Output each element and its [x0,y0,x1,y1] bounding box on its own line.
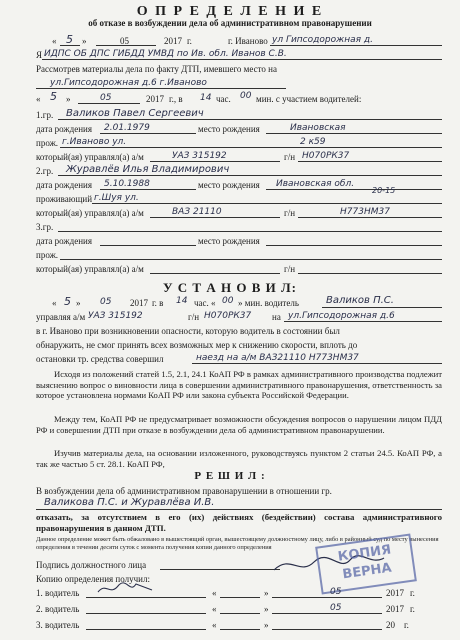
est-min: 00 [222,296,234,306]
driver2-place: Ивановская обл. [276,179,355,189]
driver2-birth-label: дата рождения [36,180,92,190]
est-result-rule [192,363,442,364]
est-year: 2017 [130,298,148,308]
driver-row2-q2: » [264,604,269,614]
intro-year-suffix: г. [187,36,192,46]
driver1-addr: г.Иваново ул. [62,137,127,147]
driver1-place-rule [266,133,442,134]
driver2-vehicle-label: который(ая) управлял(а) а/м [36,208,144,218]
driver1-birth-rule [100,133,196,134]
official-sign-label: Подпись должностного лица [36,560,147,570]
driver1-name-rule [58,119,442,120]
driver2-vehicle-rule [150,217,280,218]
driver2-addr-rule [92,203,442,204]
driver3-vehicle-label: который(ая) управлял(а) а/м [36,264,144,274]
decided-line2: отказать, за отсутствием в его (их) действиях (бездействии) состава административного правонарушения в данном ДТП. [36,512,442,533]
date2-min: 00 [240,91,252,101]
est-result: наезд на а/м ВАЗ21110 Н773НМ37 [196,353,359,363]
driver3-vehicle-rule [150,273,280,274]
driver2-birth: 5.10.1988 [104,179,150,189]
driver-row2-q1: « [212,604,217,614]
driver1-plate-label: г/н [284,152,296,162]
officer-rule [42,59,442,60]
date2-hour-label: час. [216,94,231,104]
est-street-rule [284,321,442,322]
street-rule [36,88,286,89]
driver2-place-label: место рождения [198,180,260,190]
est-para3: Изучив материалы дела, на основании изложенного, руководствуясь пунктом 2 статьи 24.5. КоАП РФ, а так же частью 5 ст. 28.1. КоАП РФ, [36,448,442,469]
driver3-birth-label: дата рождения [36,236,92,246]
date2-quote-close: » [66,94,71,104]
driver-row2-suffix: г. [410,604,415,614]
driver1-place: Ивановская [290,123,346,133]
date2-hour: 14 [200,93,212,103]
stamp-line1: КОПИЯ [337,542,393,565]
driver2-name-rule [58,175,442,176]
driver1-addr2: 2 к59 [300,137,326,147]
intro-city: г. Иваново [228,36,268,46]
est-para1: Исходя из положений статей 1.5, 2.1, 24.1 КоАП РФ в рамках административного производства подлежит выяснению вопрос о виновности лица в совершении административного правонарушения, ответственность за которое установлена нормами КоАП РФ или закона субъекта Российской Федерации. [36,369,442,401]
est-driver-rule [322,307,442,308]
considered-label: Рассмотрев материалы дела по факту ДТП, имевшего место на [36,64,277,74]
est-hour: 14 [176,296,188,306]
decided-heading: Р Е Ш И Л : [194,470,266,482]
driver2-plate-label: г/н [284,208,296,218]
month2-rule [78,103,140,104]
month-rule [96,45,156,46]
driver1-vehicle: УАЗ 315192 [172,151,227,161]
driver3-plate-rule [298,273,442,274]
est-line5: остановки тр. средства совершил [36,354,164,364]
date2-year-suffix: г., в [169,94,183,104]
driver-row3-label: 3. водитель [36,620,80,630]
est-street: ул.Гипсодорожная д.6 [288,311,395,321]
driver2-name: Журавлёв Илья Владимирович [66,164,230,175]
copy-received-label: Копию определения получил: [36,574,150,584]
est-quote-open: « [52,298,57,308]
est-line3: в г. Иваново при возникновении опасности, которую водитель в состоянии был [36,326,340,336]
intro-year: 2017 [164,36,182,46]
driver-row3-day-rule [220,629,260,630]
driver2-place-rule [266,189,442,190]
driver2-plate-rule [298,217,442,218]
est-para2: Между тем, КоАП РФ не предусматривает возможности обсуждения вопросов о нарушении лицом ПДД РФ и совершении ДТП при отказе в возбуждении дела об административном правонарушении. [36,414,442,435]
driver3-addr-label: прож. [36,250,59,260]
driver2-birth-rule [100,189,196,190]
official-sign-rule [160,569,280,570]
intro-month: 05 [120,36,129,46]
est-min-label: » мин. водитель [238,298,299,308]
driver-row1-month-rule [272,597,382,598]
driver-row2-month: 05 [330,603,342,613]
stamp-line2: ВЕРНА [341,560,393,583]
est-quote-close: » [76,298,81,308]
driver1-num: 1.гр. [36,110,54,120]
driver1-plate-rule [298,161,442,162]
driver-row1-suffix: г. [410,588,415,598]
driver-row1-label: 1. водитель [36,588,80,598]
intro-day: 5 [66,33,73,46]
driver1-place-label: место рождения [198,124,260,134]
est-line2b: г/н [188,312,200,322]
driver2-addr-label: проживающий [36,194,93,204]
intro-quote-open: « [52,36,57,46]
driver-row2-sign-rule [86,613,206,614]
driver2-vehicle: ВАЗ 21110 [172,207,222,217]
driver-row3-month-rule [272,629,382,630]
driver3-plate-label: г/н [284,264,296,274]
driver1-vehicle-rule [150,161,280,162]
est-line4: обнаружить, не смог принять всех возможных мер к снижению скорости, вплоть до [36,340,358,350]
driver3-birth-rule [100,245,196,246]
established-heading: У С Т А Н О В И Л: [162,280,297,295]
driver-row1-month: 05 [330,587,342,597]
driver-row3-suffix: г. [404,620,409,630]
est-vehicle: УАЗ 315192 [88,311,143,321]
driver-row1-year: 2017 [386,588,404,598]
driver-row1-q2: » [264,588,269,598]
est-month: 05 [100,297,112,307]
date2-year: 2017 [146,94,164,104]
est-year-suffix: г. в [152,298,164,308]
est-day: 5 [64,295,71,308]
driver1-addr-label: прож. [36,138,59,148]
intro-quote-close: » [82,36,87,46]
officer-prefix: Я [36,50,43,60]
driver3-place-label: место рождения [198,236,260,246]
date2-min-label: мин. с участием водителей: [256,94,362,104]
officer-name: ИДПС ОБ ДПС ГИБДД УМВД по Ив. обл. Иванов С.В. [44,49,287,59]
intro-place: ул Гипсодорожная д. [272,35,373,45]
est-hour-label: час. « [194,298,216,308]
date2-day: 5 [50,90,57,103]
driver-row3-q1: « [212,620,217,630]
est-plate: Н070РК37 [204,311,252,321]
driver3-name-rule [58,231,442,232]
driver-row1-day-rule [220,597,260,598]
driver-row2-label: 2. водитель [36,604,80,614]
date2-month: 05 [100,93,112,103]
driver3-num: 3.гр. [36,222,54,232]
place-rule [270,45,442,46]
driver-row3-year: 20 [386,620,395,630]
driver2-num: 2.гр. [36,166,54,176]
driver1-name: Валиков Павел Сергеевич [66,108,204,119]
driver1-signature-mark [96,580,156,598]
est-driver: Валиков П.С. [326,295,394,306]
driver1-plate: Н070РК37 [302,151,350,161]
decided-appeal: Данное определение может быть обжаловано в вышестоящий орган, вышестоящему должностному лицу, либо в районный суд по месту вынесения определения в течении десяти суток с момента получения копии данного определения [36,536,439,551]
date2-quote-open: « [36,94,41,104]
driver2-addr: г.Шуя ул. [94,193,139,203]
driver2-addr2: 20-15 [372,186,396,195]
driver2-plate: Н773НМ37 [340,207,390,217]
decided-line1: В возбуждении дела об административном правонарушении в отношении гр. [36,486,332,496]
decided-names-rule [36,509,442,510]
est-line2c: на [272,312,281,322]
driver-row3-q2: » [264,620,269,630]
driver-row2-year: 2017 [386,604,404,614]
driver1-birth-label: дата рождения [36,124,92,134]
driver1-vehicle-label: который(ая) управлял(а) а/м [36,152,144,162]
day-rule [60,45,80,46]
driver1-addr-rule [60,147,442,148]
street-handwritten: ул.Гипсодорожная д.6 г.Иваново [50,78,207,88]
driver-row2-month-rule [272,613,382,614]
document-subtitle: об отказе в возбуждении дела об административном правонарушении [88,18,372,28]
decided-names: Валикова П.С. и Журавлёва И.В. [44,497,215,508]
est-line2a: управляя а/м [36,312,86,322]
driver3-place-rule [266,245,442,246]
driver3-addr-rule [60,259,442,260]
driver-row2-day-rule [220,613,260,614]
driver1-birth: 2.01.1979 [104,123,150,133]
document-title: О П Р Е Д Е Л Е Н И Е [136,4,324,19]
driver-row1-q1: « [212,588,217,598]
driver-row3-sign-rule [86,629,206,630]
